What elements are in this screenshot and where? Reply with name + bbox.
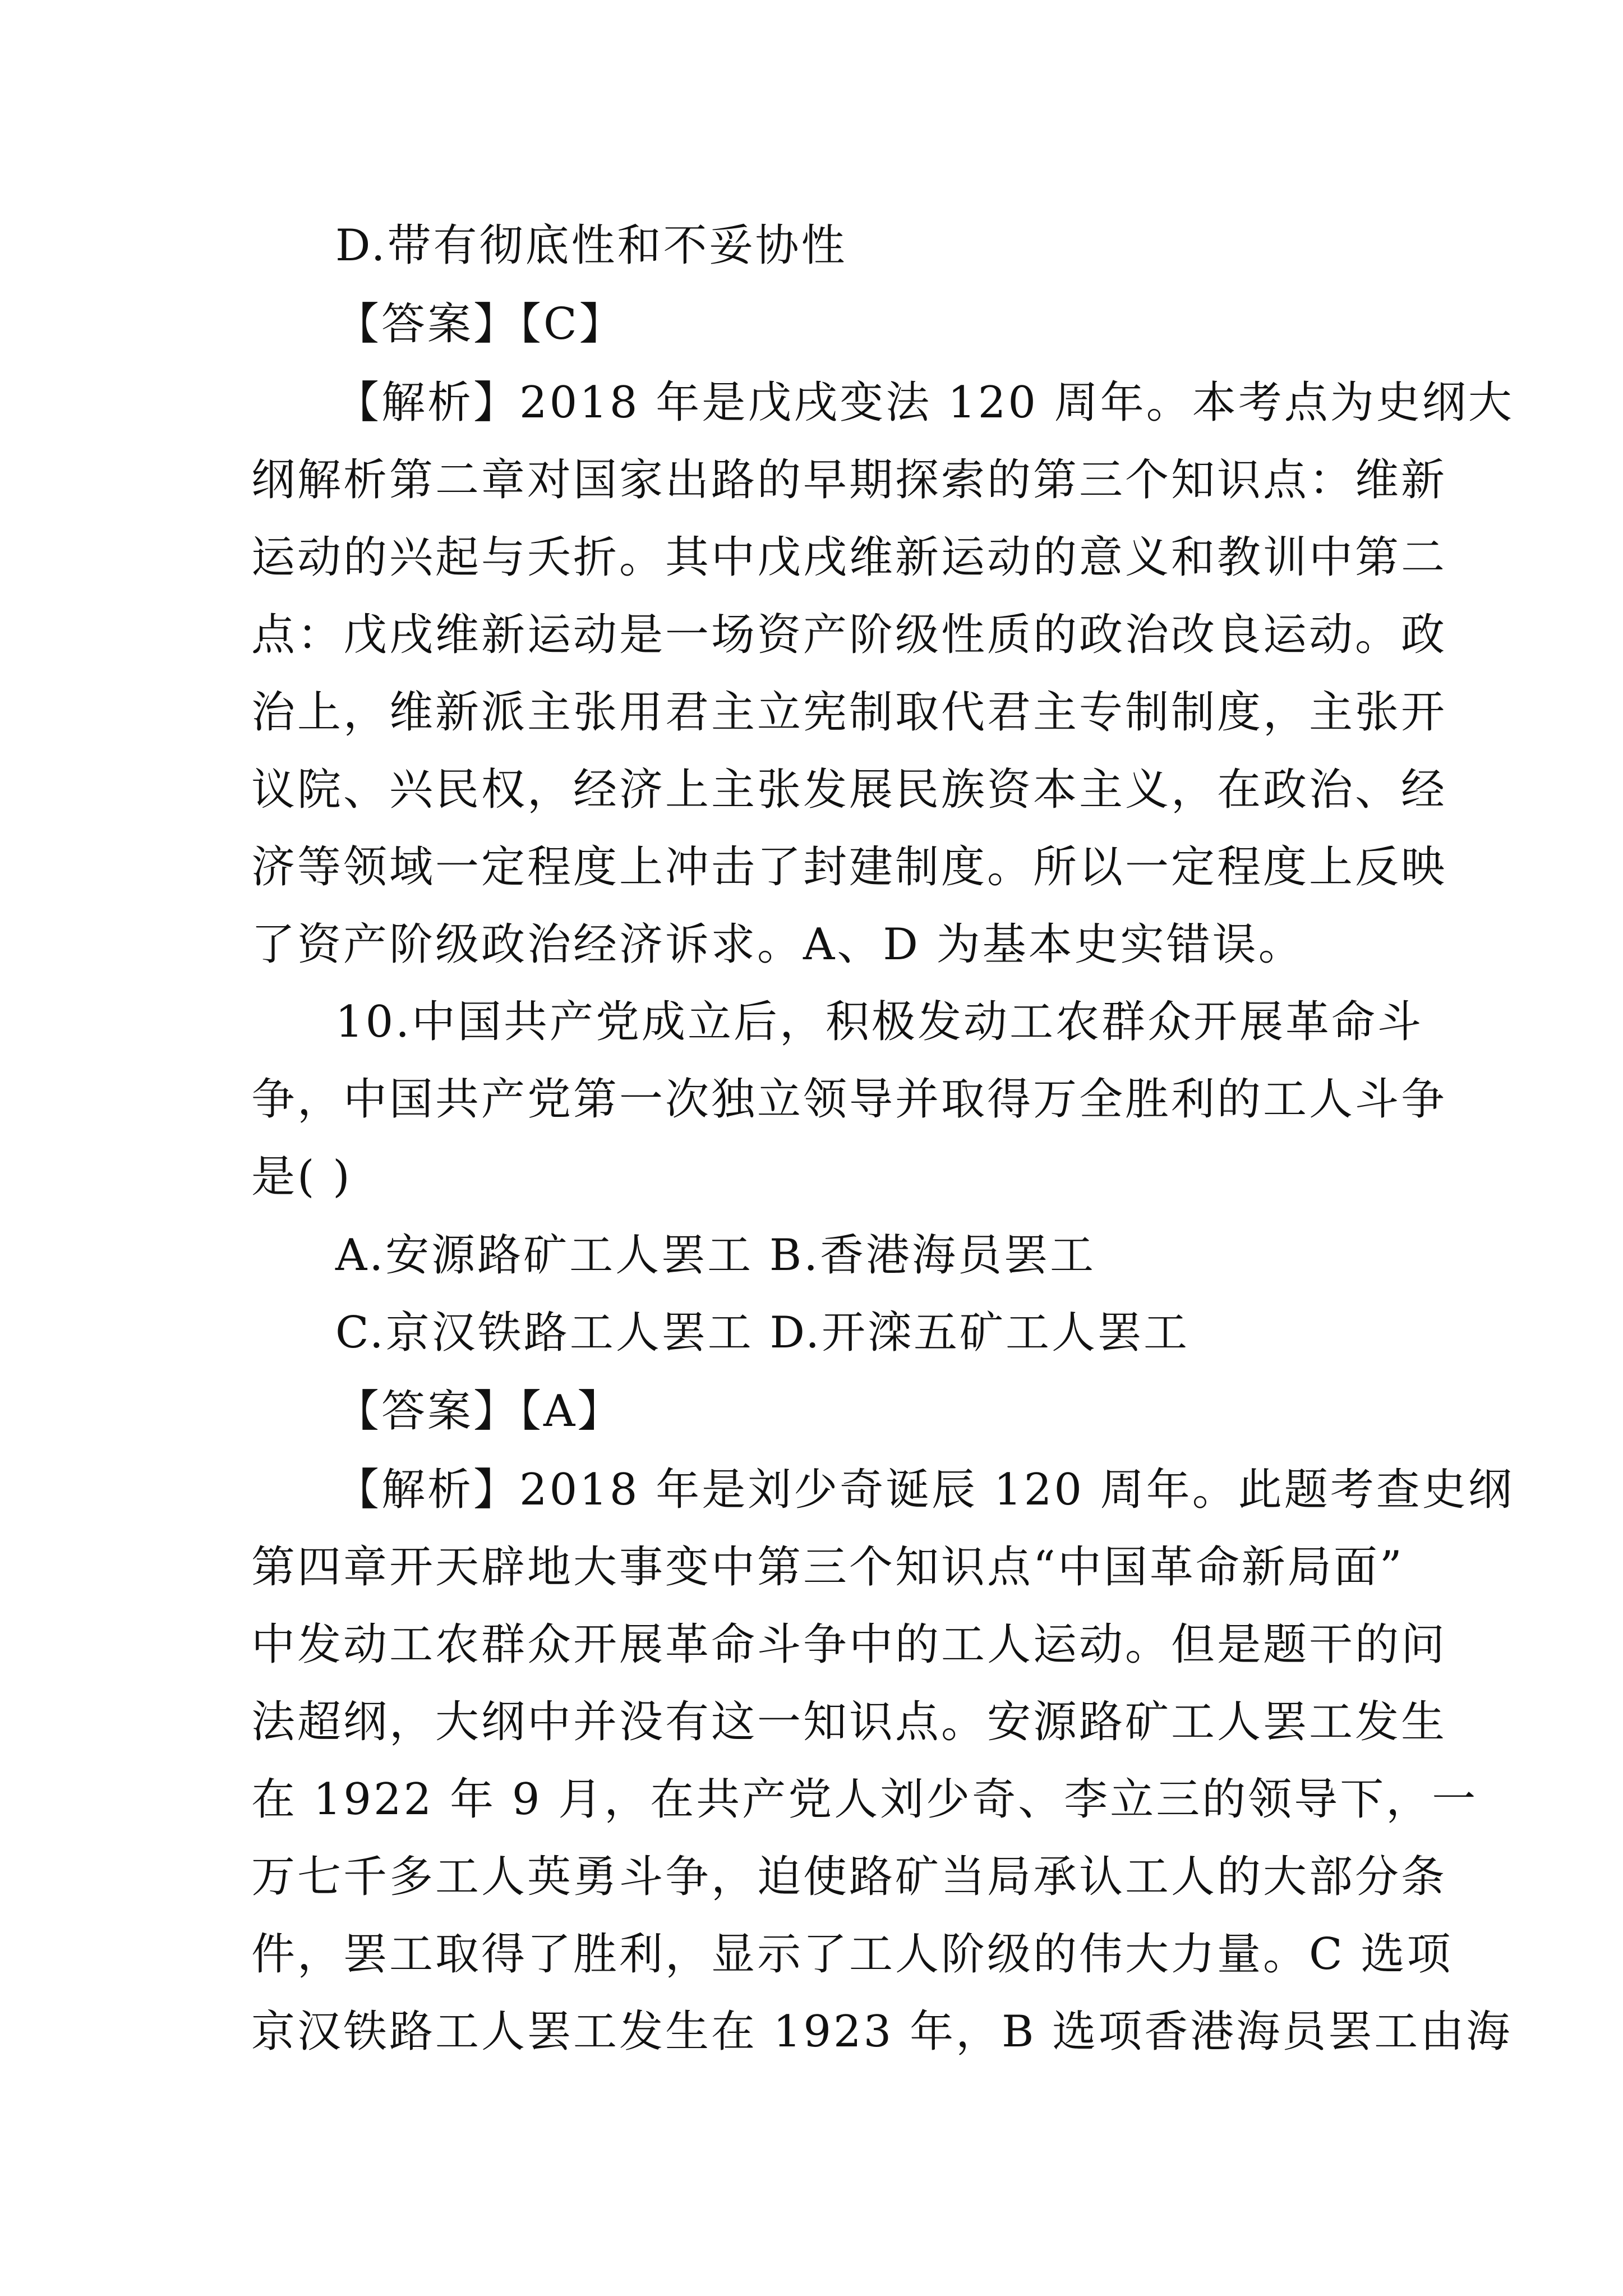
options-row: C.京汉铁路工人罢工 D.开滦五矿工人罢工 — [335, 1308, 1190, 1358]
analysis-line: 了资产阶级政治经济诉求。A、D 为基本史实错误。 — [251, 919, 1304, 970]
analysis-line: 在 1922 年 9 月，在共产党人刘少奇、李立三的领导下，一 — [251, 1774, 1478, 1825]
analysis-line: 议院、兴民权，经济上主张发展民族资本主义，在政治、经 — [251, 765, 1447, 815]
analysis-line: 万七千多工人英勇斗争，迫使路矿当局承认工人的大部分条 — [251, 1852, 1447, 1902]
analysis-line: 件，罢工取得了胜利，显示了工人阶级的伟大力量。C 选项 — [251, 1929, 1453, 1980]
answer-label: 【答案】【C】 — [335, 299, 625, 349]
analysis-line: 法超纲，大纲中并没有这一知识点。安源路矿工人罢工发生 — [251, 1697, 1447, 1747]
question-stem-line: 是( ) — [251, 1152, 352, 1202]
analysis-line: 济等领域一定程度上冲击了封建制度。所以一定程度上反映 — [251, 842, 1447, 892]
analysis-line: 纲解析第二章对国家出路的早期探索的第三个知识点：维新 — [251, 455, 1447, 505]
analysis-line: 治上，维新派主张用君主立宪制取代君主专制制度，主张开 — [251, 687, 1447, 738]
analysis-line: 京汉铁路工人罢工发生在 1923 年，B 选项香港海员罢工由海 — [251, 2007, 1513, 2057]
analysis-line: 中发动工农群众开展革命斗争中的工人运动。但是题干的问 — [251, 1619, 1447, 1670]
answer-label: 【答案】【A】 — [335, 1386, 624, 1437]
analysis-line: 点：戊戌维新运动是一场资产阶级性质的政治改良运动。政 — [251, 610, 1447, 660]
analysis-line: 运动的兴起与夭折。其中戊戌维新运动的意义和教训中第二 — [251, 532, 1447, 583]
analysis-line: 【解析】2018 年是刘少奇诞辰 120 周年。此题考查史纲 — [335, 1465, 1514, 1515]
options-row: A.安源路矿工人罢工 B.香港海员罢工 — [335, 1230, 1096, 1281]
question-stem-line: 争，中国共产党第一次独立领导并取得万全胜利的工人斗争 — [251, 1074, 1447, 1125]
analysis-line: 【解析】2018 年是戊戌变法 120 周年。本考点为史纲大 — [335, 378, 1514, 428]
option-d: D.带有彻底性和不妥协性 — [335, 220, 847, 271]
question-stem-line: 10.中国共产党成立后，积极发动工农群众开展革命斗 — [335, 997, 1424, 1047]
analysis-line: 第四章开天辟地大事变中第三个知识点“中国革命新局面” — [251, 1542, 1404, 1593]
